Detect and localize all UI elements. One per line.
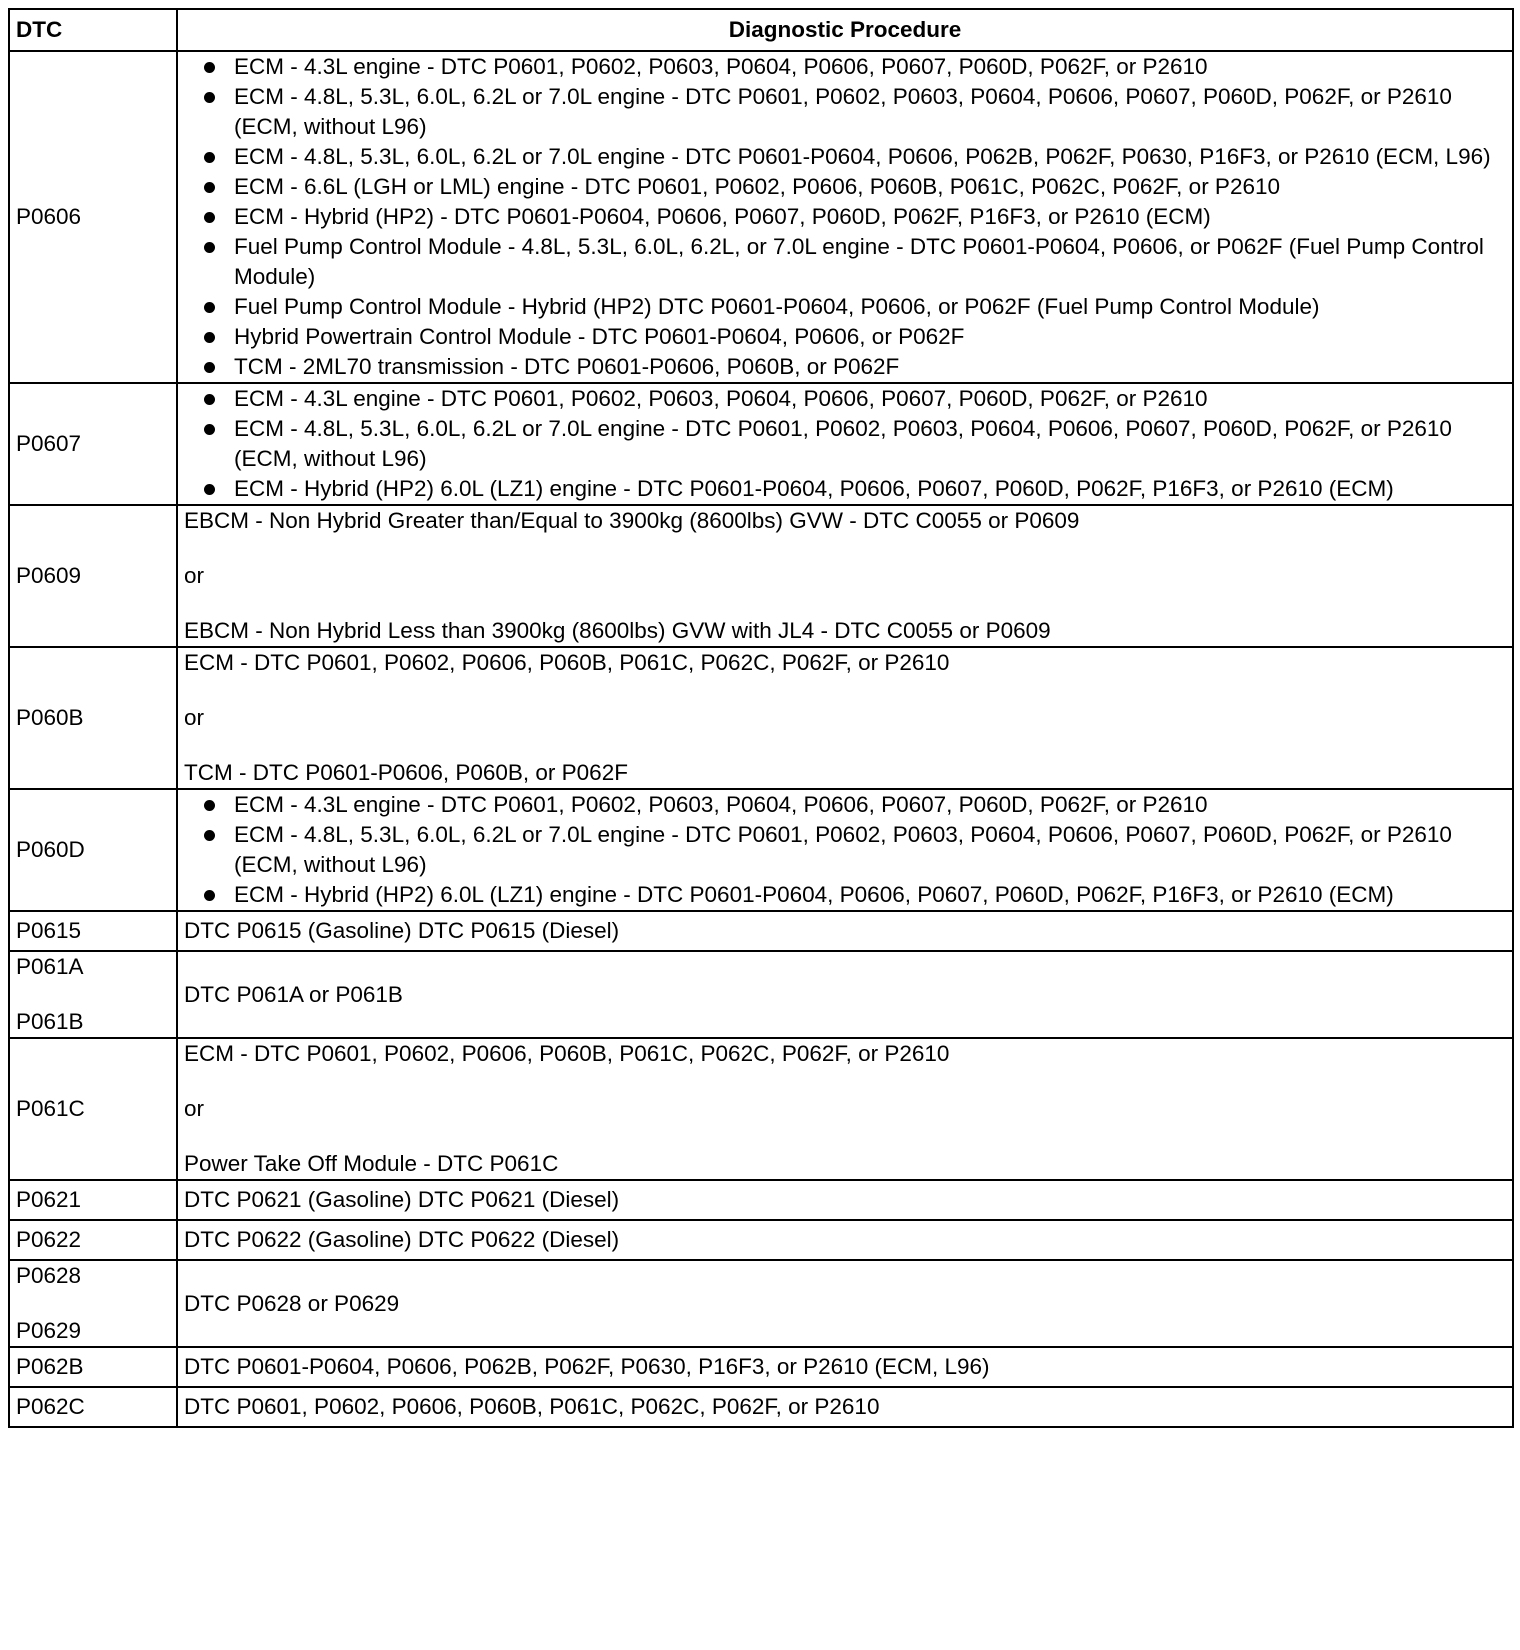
procedure-text: DTC P0621 (Gasoline) DTC P0621 (Diesel) bbox=[184, 1187, 620, 1212]
procedure-cell bbox=[177, 1387, 1513, 1427]
dtc-code-cell bbox=[9, 1260, 177, 1347]
dtc-code-cell bbox=[9, 1220, 177, 1260]
dtc-code: P061B bbox=[16, 1009, 84, 1034]
dtc-code: P0606 bbox=[16, 204, 82, 229]
list-item bbox=[184, 384, 1506, 414]
procedure-text: ECM - Hybrid (HP2) 6.0L (LZ1) engine - DTC P0601-P0604, P0606, P0607, P060D, P062F, P16F3, or P2610 (ECM) bbox=[234, 882, 1394, 907]
procedure-cell bbox=[177, 1220, 1513, 1260]
procedure-cell bbox=[177, 951, 1513, 1038]
table-row bbox=[9, 1180, 1513, 1220]
procedure-cell bbox=[177, 1347, 1513, 1387]
spacer bbox=[184, 1069, 1506, 1094]
procedure-text: ECM - Hybrid (HP2) 6.0L (LZ1) engine - DTC P0601-P0604, P0606, P0607, P060D, P062F, P16F3, or P2610 (ECM) bbox=[234, 476, 1394, 501]
procedure-cell bbox=[177, 647, 1513, 789]
dtc-code-cell bbox=[9, 51, 177, 383]
table-row bbox=[9, 951, 1513, 1038]
list-item bbox=[184, 880, 1506, 910]
list-item bbox=[184, 52, 1506, 82]
list-item bbox=[184, 232, 1506, 292]
procedure-text: or bbox=[184, 705, 205, 730]
dtc-code: P0621 bbox=[16, 1187, 82, 1212]
dtc-code: P060D bbox=[16, 837, 85, 862]
dtc-code-cell bbox=[9, 383, 177, 505]
list-item bbox=[184, 820, 1506, 880]
procedure-text: TCM - 2ML70 transmission - DTC P0601-P0606, P060B, or P062F bbox=[234, 354, 900, 379]
bullet-icon bbox=[204, 424, 215, 435]
header-row bbox=[9, 9, 1513, 51]
bullet-icon bbox=[204, 890, 215, 901]
procedure-cell bbox=[177, 1180, 1513, 1220]
dtc-code-cell bbox=[9, 1038, 177, 1180]
bullet-icon bbox=[204, 212, 215, 223]
procedure-text: Power Take Off Module - DTC P061C bbox=[184, 1151, 559, 1176]
procedure-text: or bbox=[184, 563, 205, 588]
procedure-text: Hybrid Powertrain Control Module - DTC P0601-P0604, P0606, or P062F bbox=[234, 324, 965, 349]
dtc-code-cell bbox=[9, 1347, 177, 1387]
dtc-code: P0628 bbox=[16, 1263, 82, 1288]
dtc-code-cell bbox=[9, 647, 177, 789]
procedure-cell bbox=[177, 789, 1513, 911]
list-item bbox=[184, 474, 1506, 504]
header-dtc: DTC bbox=[9, 9, 177, 51]
spacer bbox=[184, 1124, 1506, 1149]
procedure-text: TCM - DTC P0601-P0606, P060B, or P062F bbox=[184, 760, 628, 785]
bullet-icon bbox=[204, 152, 215, 163]
dtc-code-cell bbox=[9, 1387, 177, 1427]
procedure-text: ECM - DTC P0601, P0602, P0606, P060B, P061C, P062C, P062F, or P2610 bbox=[184, 650, 950, 675]
procedure-list bbox=[184, 790, 1506, 910]
spacer bbox=[16, 1291, 170, 1316]
table-row bbox=[9, 1220, 1513, 1260]
procedure-text: or bbox=[184, 1096, 205, 1121]
procedure-text: ECM - 4.3L engine - DTC P0601, P0602, P0603, P0604, P0606, P0607, P060D, P062F, or P2610 bbox=[234, 54, 1208, 79]
list-item bbox=[184, 82, 1506, 142]
bullet-icon bbox=[204, 182, 215, 193]
procedure-cell bbox=[177, 383, 1513, 505]
bullet-icon bbox=[204, 92, 215, 103]
procedure-text: ECM - Hybrid (HP2) - DTC P0601-P0604, P0606, P0607, P060D, P062F, P16F3, or P2610 (ECM) bbox=[234, 204, 1211, 229]
table-row bbox=[9, 789, 1513, 911]
table-row bbox=[9, 383, 1513, 505]
procedure-text: DTC P0622 (Gasoline) DTC P0622 (Diesel) bbox=[184, 1227, 620, 1252]
procedure-list bbox=[184, 384, 1506, 504]
dtc-code: P062B bbox=[16, 1354, 84, 1379]
spacer bbox=[184, 733, 1506, 758]
dtc-code-cell bbox=[9, 911, 177, 951]
dtc-code: P061C bbox=[16, 1096, 85, 1121]
dtc-code: P062C bbox=[16, 1394, 85, 1419]
dtc-code: P0609 bbox=[16, 563, 82, 588]
procedure-text: DTC P0601-P0604, P0606, P062B, P062F, P0630, P16F3, or P2610 (ECM, L96) bbox=[184, 1354, 990, 1379]
dtc-code-cell bbox=[9, 951, 177, 1038]
dtc-code-cell bbox=[9, 505, 177, 647]
spacer bbox=[184, 536, 1506, 561]
dtc-code: P061A bbox=[16, 954, 84, 979]
spacer bbox=[184, 591, 1506, 616]
bullet-icon bbox=[204, 302, 215, 313]
procedure-text: ECM - DTC P0601, P0602, P0606, P060B, P061C, P062C, P062F, or P2610 bbox=[184, 1041, 950, 1066]
list-item bbox=[184, 322, 1506, 352]
list-item bbox=[184, 352, 1506, 382]
table-row bbox=[9, 505, 1513, 647]
bullet-icon bbox=[204, 800, 215, 811]
list-item bbox=[184, 172, 1506, 202]
bullet-icon bbox=[204, 62, 215, 73]
dtc-code: P0629 bbox=[16, 1318, 82, 1343]
procedure-cell bbox=[177, 911, 1513, 951]
bullet-icon bbox=[204, 830, 215, 841]
procedure-text: ECM - 4.8L, 5.3L, 6.0L, 6.2L or 7.0L engine - DTC P0601, P0602, P0603, P0604, P0606, P0607, P060D, P062F, or P2610 (ECM, without L96) bbox=[234, 822, 1452, 877]
procedure-text: Fuel Pump Control Module - 4.8L, 5.3L, 6.0L, 6.2L, or 7.0L engine - DTC P0601-P0604, P0606, or P062F (Fuel Pump Control Module) bbox=[234, 234, 1484, 289]
procedure-text: ECM - 4.3L engine - DTC P0601, P0602, P0603, P0604, P0606, P0607, P060D, P062F, or P2610 bbox=[234, 386, 1208, 411]
bullet-icon bbox=[204, 394, 215, 405]
bullet-icon bbox=[204, 362, 215, 373]
list-item bbox=[184, 292, 1506, 322]
spacer bbox=[16, 982, 170, 1007]
bullet-icon bbox=[204, 332, 215, 343]
bullet-icon bbox=[204, 242, 215, 253]
table-row bbox=[9, 1038, 1513, 1180]
dtc-code-cell bbox=[9, 789, 177, 911]
procedure-list bbox=[184, 52, 1506, 382]
procedure-text: ECM - 4.8L, 5.3L, 6.0L, 6.2L or 7.0L engine - DTC P0601, P0602, P0603, P0604, P0606, P0607, P060D, P062F, or P2610 (ECM, without L96) bbox=[234, 84, 1452, 139]
procedure-text: ECM - 6.6L (LGH or LML) engine - DTC P0601, P0602, P0606, P060B, P061C, P062C, P062F, or P2610 bbox=[234, 174, 1280, 199]
procedure-text: EBCM - Non Hybrid Greater than/Equal to 3900kg (8600lbs) GVW - DTC C0055 or P0609 bbox=[184, 508, 1080, 533]
procedure-text: DTC P061A or P061B bbox=[184, 981, 403, 1007]
dtc-code: P0615 bbox=[16, 918, 82, 943]
procedure-text: DTC P0615 (Gasoline) DTC P0615 (Diesel) bbox=[184, 918, 620, 943]
table-row bbox=[9, 911, 1513, 951]
procedure-text: EBCM - Non Hybrid Less than 3900kg (8600lbs) GVW with JL4 - DTC C0055 or P0609 bbox=[184, 618, 1051, 643]
table-row bbox=[9, 647, 1513, 789]
procedure-cell bbox=[177, 51, 1513, 383]
procedure-text: ECM - 4.8L, 5.3L, 6.0L, 6.2L or 7.0L engine - DTC P0601-P0604, P0606, P062B, P062F, P0630, P16F3, or P2610 (ECM, L96) bbox=[234, 144, 1491, 169]
procedure-cell bbox=[177, 1260, 1513, 1347]
table-row bbox=[9, 1387, 1513, 1427]
spacer bbox=[184, 678, 1506, 703]
dtc-code: P0607 bbox=[16, 431, 82, 456]
table-row bbox=[9, 51, 1513, 383]
list-item bbox=[184, 142, 1506, 172]
procedure-text: DTC P0601, P0602, P0606, P060B, P061C, P062C, P062F, or P2610 bbox=[184, 1394, 880, 1419]
table-body bbox=[9, 51, 1513, 1427]
dtc-code: P060B bbox=[16, 705, 84, 730]
procedure-cell bbox=[177, 1038, 1513, 1180]
procedure-cell bbox=[177, 505, 1513, 647]
header-procedure: Diagnostic Procedure bbox=[177, 9, 1513, 51]
list-item bbox=[184, 414, 1506, 474]
dtc-table bbox=[8, 8, 1514, 1428]
table-row bbox=[9, 1347, 1513, 1387]
bullet-icon bbox=[204, 484, 215, 495]
procedure-text: ECM - 4.3L engine - DTC P0601, P0602, P0603, P0604, P0606, P0607, P060D, P062F, or P2610 bbox=[234, 792, 1208, 817]
table-row bbox=[9, 1260, 1513, 1347]
procedure-text: Fuel Pump Control Module - Hybrid (HP2) DTC P0601-P0604, P0606, or P062F (Fuel Pump Control Module) bbox=[234, 294, 1320, 319]
procedure-text: DTC P0628 or P0629 bbox=[184, 1290, 400, 1316]
list-item bbox=[184, 790, 1506, 820]
dtc-code-cell bbox=[9, 1180, 177, 1220]
list-item bbox=[184, 202, 1506, 232]
dtc-code: P0622 bbox=[16, 1227, 82, 1252]
procedure-text: ECM - 4.8L, 5.3L, 6.0L, 6.2L or 7.0L engine - DTC P0601, P0602, P0603, P0604, P0606, P0607, P060D, P062F, or P2610 (ECM, without L96) bbox=[234, 416, 1452, 471]
